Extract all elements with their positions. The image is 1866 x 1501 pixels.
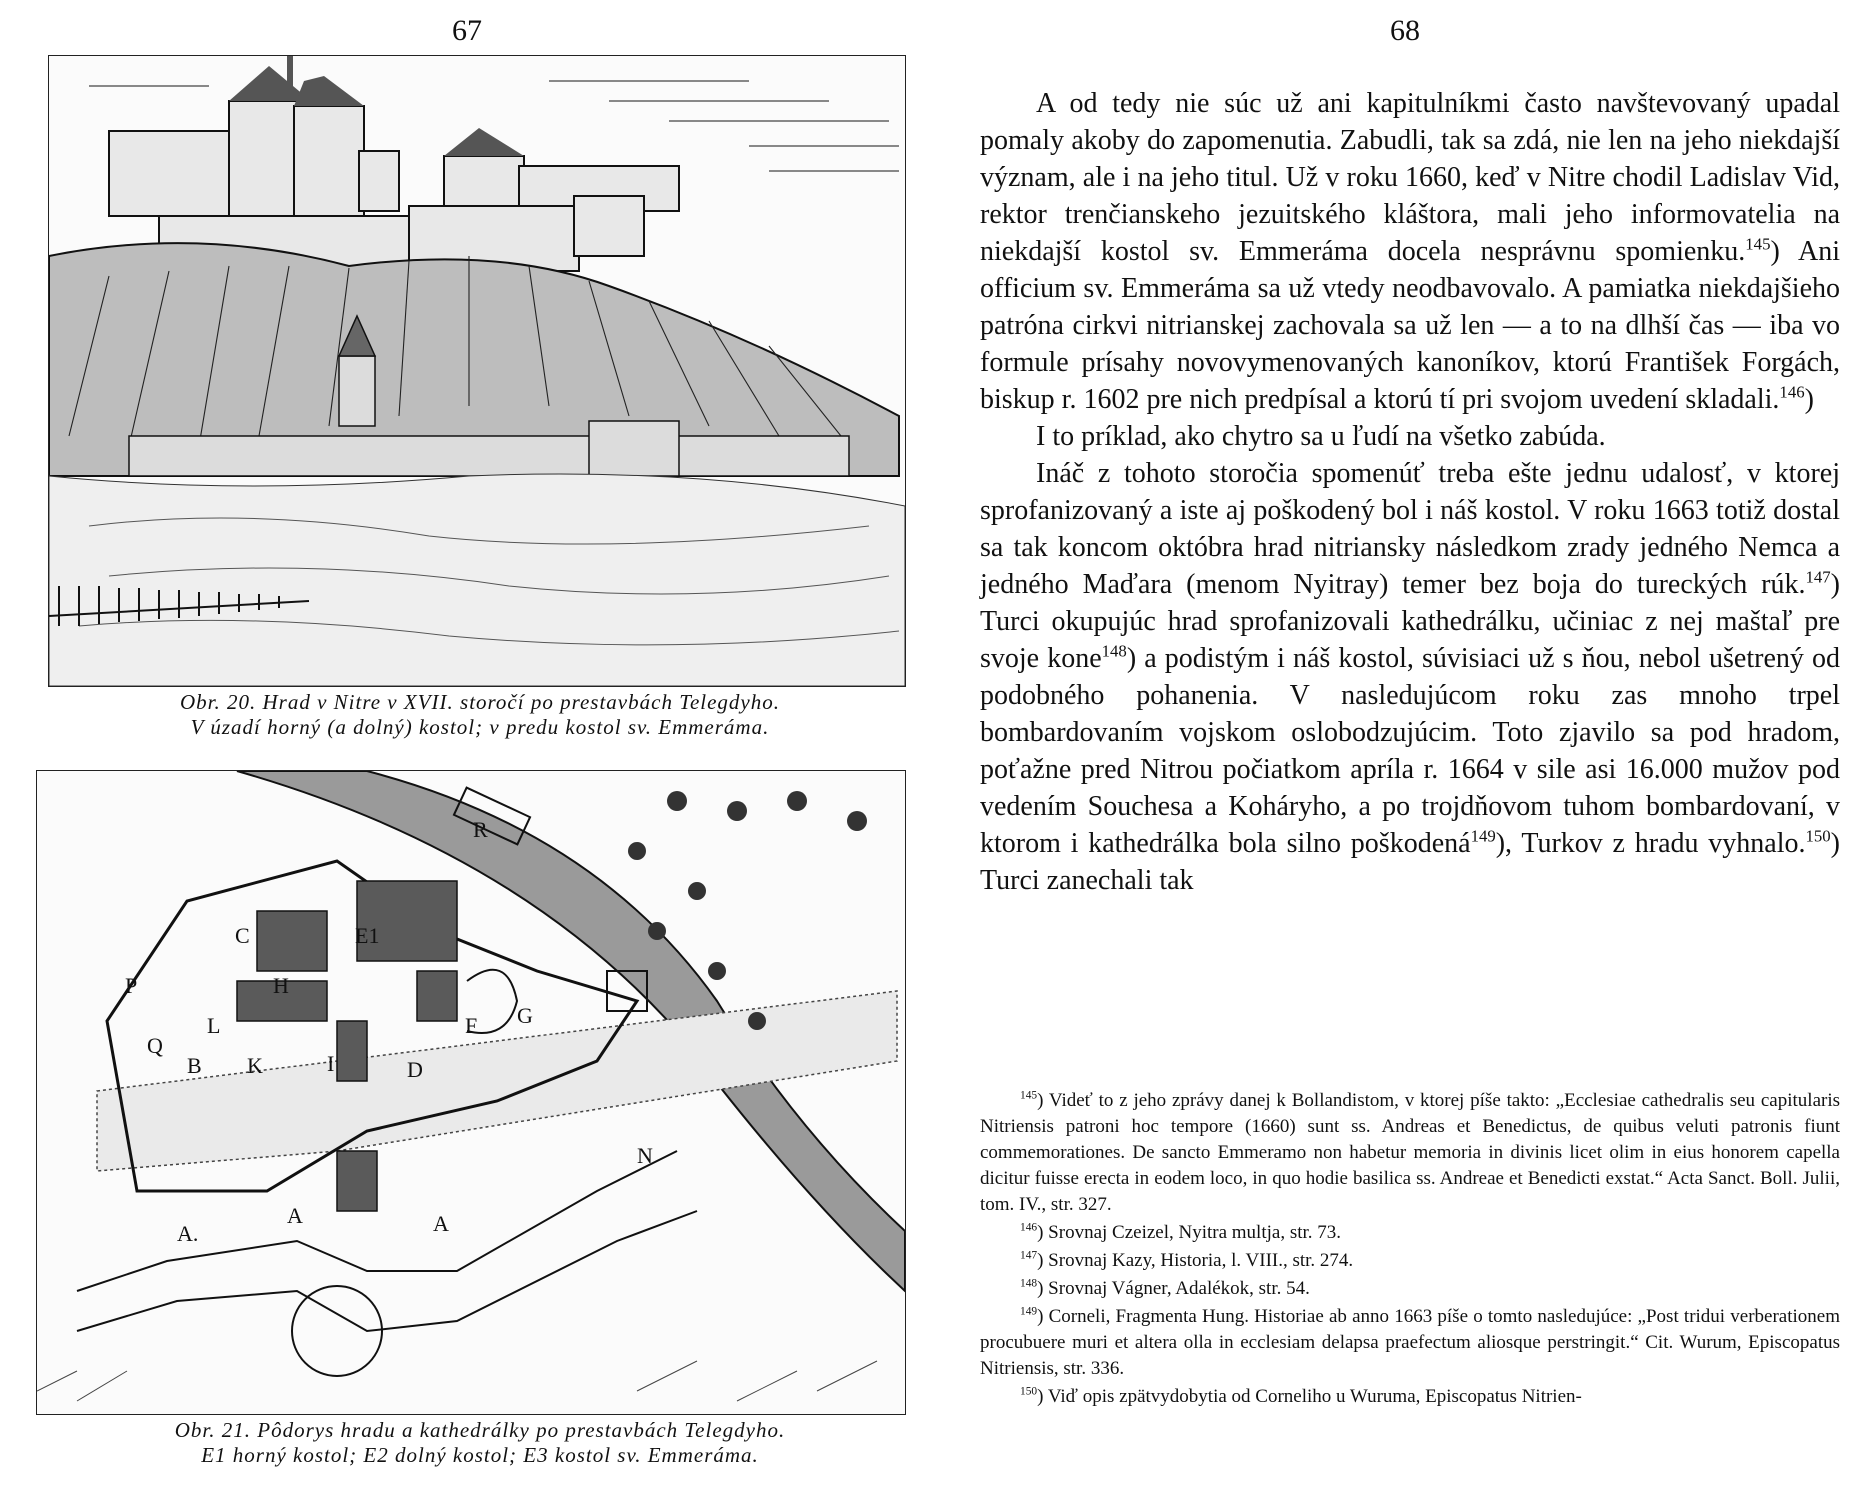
footnote-text: ) Videť to z jeho zprávy danej k Bollandistom, v ktorej píše takto: „Ecclesiae cathedralis seu capitularis Nitriensis patroni hoc tempore (1660) sunt ss. Andreas et Benedictus, de quibus veluti patronis fiunt commemorationes. De sancto Emmeramo non habetur memoria in divinis licet olim in eius honorem capella dicitur fuisse erecta in eodem loco, in quo hodie basilica ss. Andreae et Benedicti exstat.“ Acta Sanct. Boll. Julii, tom. IV., str. 327. bbox=[980, 1090, 1840, 1215]
plan-label-l: L bbox=[207, 1013, 221, 1038]
footnote-150 bbox=[980, 1384, 1840, 1410]
footnote-number: 150 bbox=[1020, 1385, 1038, 1398]
right-page bbox=[960, 0, 1866, 1501]
footnote-number: 145 bbox=[1020, 1089, 1038, 1102]
paragraph-text: ) bbox=[1804, 384, 1814, 415]
footnote-145 bbox=[980, 1088, 1840, 1218]
body-paragraph bbox=[980, 85, 1840, 418]
footnote-reference: 146 bbox=[1779, 382, 1805, 402]
footnote-text: ) Viď opis zpätvydobytia od Corneliho u Wuruma, Episcopatus Nitrien- bbox=[1037, 1386, 1582, 1407]
footnote-reference: 145 bbox=[1745, 234, 1771, 254]
footnote-reference: 147 bbox=[1805, 567, 1831, 587]
footnote-146 bbox=[980, 1220, 1840, 1246]
footnote-text: ) Corneli, Fragmenta Hung. Historiae ab anno 1663 píše o tomto nasledujúce: „Post tridui verberationem procubuere muri et altera olla in ecclesiam delapsa praefectum aliosque perstringit.“ Cit. Wurum, Episcopatus Nitriensis, str. 336. bbox=[980, 1306, 1840, 1379]
plan-label-q: Q bbox=[147, 1033, 163, 1058]
plan-label-h: H bbox=[273, 973, 289, 998]
plan-label-d: D bbox=[407, 1057, 423, 1082]
figure-20-caption-line2: V úzadí horný (a dolný) kostol; v predu kostol sv. Emmeráma. bbox=[190, 715, 770, 739]
paragraph-text: A od tedy nie súc už ani kapitulníkmi často navštevovaný upadal pomaly akoby do zapomenutia. Zabudli, tak sa zdá, nie len na jeho niekdajší význam, ale i na jeho titul. Už v roku 1660, keď v Nitre chodil Ladislav Vid, rektor trenčianskeho jezuitského kláštora, mali jeho informovatelia na niekdajší kostol sv. Emmeráma docela nesprávnu spomienku. bbox=[980, 88, 1840, 267]
figure-21-caption-line1: Obr. 21. Pôdorys hradu a kathedrálky po prestavbách Telegdyho. bbox=[174, 1418, 786, 1442]
footnote-number: 149 bbox=[1020, 1305, 1038, 1318]
footnote-148 bbox=[980, 1276, 1840, 1302]
paragraph-text: Ináč z tohoto storočia spomenúť treba ešte jednu udalosť, v ktorej sprofanizovaný a iste aj poškodený bol i náš kostol. V roku 1663 totiž dostal sa tak koncom októbra hrad nitriansky následkom zrady jedného Nemca a jedného Maďara (menom Nyitray) temer bez boja do tureckých rúk. bbox=[980, 458, 1840, 600]
floor-plan-image bbox=[37, 771, 905, 1414]
paragraph-text: ) Turci okupujúc hrad sprofanizovali kathedrálku, učiniac z nej maštaľ pre svoje kone bbox=[980, 569, 1840, 674]
footnote-text: ) Srovnaj Kazy, Historia, l. VIII., str. 274. bbox=[1037, 1250, 1354, 1271]
body-text bbox=[980, 85, 1840, 899]
figure-castle-engraving bbox=[48, 55, 906, 687]
plan-label-r: R bbox=[473, 817, 488, 842]
paragraph-text: ) a podistým i náš kostol, súvisiaci už s ňou, nebol ušetrený od podobného pohanenia. V nasledujúcom roku zas mnoho trpel bombardovaním vojskom oslobodzujúcim. Toto zjavilo sa pod hradom, poťažne pred Nitrou počiatkom apríla r. 1664 v sile asi 16.000 mužov pod vedením Souchesa a Koháryho, a po trojdňovom tuhom bombardovaní, v ktorom i kathedrálka bola silno poškodená bbox=[980, 643, 1840, 859]
paragraph-text: I to príklad, ako chytro sa u ľudí na všetko zabúda. bbox=[1036, 421, 1606, 452]
figure-20-caption bbox=[60, 690, 900, 740]
footnote-number: 148 bbox=[1020, 1277, 1038, 1290]
figure-21-caption-line2: E1 horný kostol; E2 dolný kostol; E3 kostol sv. Emmeráma. bbox=[201, 1443, 759, 1467]
body-paragraph bbox=[980, 455, 1840, 899]
page-number-left: 67 bbox=[452, 14, 482, 47]
figure-21-caption bbox=[60, 1418, 900, 1468]
plan-label-n: N bbox=[637, 1143, 653, 1168]
footnote-149 bbox=[980, 1304, 1840, 1382]
footnote-reference: 150 bbox=[1805, 826, 1831, 846]
page-number-right: 68 bbox=[1390, 14, 1420, 47]
plan-label-i: I bbox=[327, 1051, 335, 1076]
paragraph-text: ), Turkov z hradu vyhnalo. bbox=[1495, 828, 1806, 859]
footnote-number: 146 bbox=[1020, 1221, 1038, 1234]
footnote-reference: 149 bbox=[1470, 826, 1496, 846]
plan-label-f: F bbox=[465, 1013, 478, 1038]
plan-label-e1: E1 bbox=[355, 923, 380, 948]
footnote-147 bbox=[980, 1248, 1840, 1274]
figure-20-caption-line1: Obr. 20. Hrad v Nitre v XVII. storočí po prestavbách Telegdyho. bbox=[180, 690, 780, 714]
paragraph-text: ) Turci zanechali tak bbox=[980, 828, 1840, 896]
footnote-reference: 148 bbox=[1101, 641, 1127, 661]
plan-label-a1: A. bbox=[177, 1221, 199, 1246]
figure-floor-plan bbox=[36, 770, 906, 1415]
plan-label-a3: A bbox=[433, 1211, 449, 1236]
plan-label-g: G bbox=[517, 1003, 533, 1028]
footnotes bbox=[980, 1088, 1840, 1412]
plan-label-b: B bbox=[187, 1053, 202, 1078]
footnote-number: 147 bbox=[1020, 1249, 1038, 1262]
plan-label-p: P bbox=[125, 973, 138, 998]
plan-label-c: C bbox=[235, 923, 250, 948]
footnote-text: ) Srovnaj Czeizel, Nyitra multja, str. 73. bbox=[1037, 1222, 1342, 1243]
paragraph-text: ) Ani officium sv. Emmeráma sa už vtedy neodbavovalo. A pamiatka niekdajšieho patróna cirkvi nitrianskej zachovala sa už len — a to na dlhší čas — iba vo formule prísahy novovymenovaných kanoníkov, ktorú František Forgách, biskup r. 1602 pre nich predpísal a ktorú tí pri svojom uvedení skladali. bbox=[980, 236, 1840, 415]
footnote-text: ) Srovnaj Vágner, Adalékok, str. 54. bbox=[1037, 1278, 1310, 1299]
castle-engraving-image bbox=[49, 56, 905, 686]
plan-label-k: K bbox=[247, 1053, 263, 1078]
body-paragraph bbox=[980, 418, 1840, 455]
plan-label-a2: A bbox=[287, 1203, 303, 1228]
